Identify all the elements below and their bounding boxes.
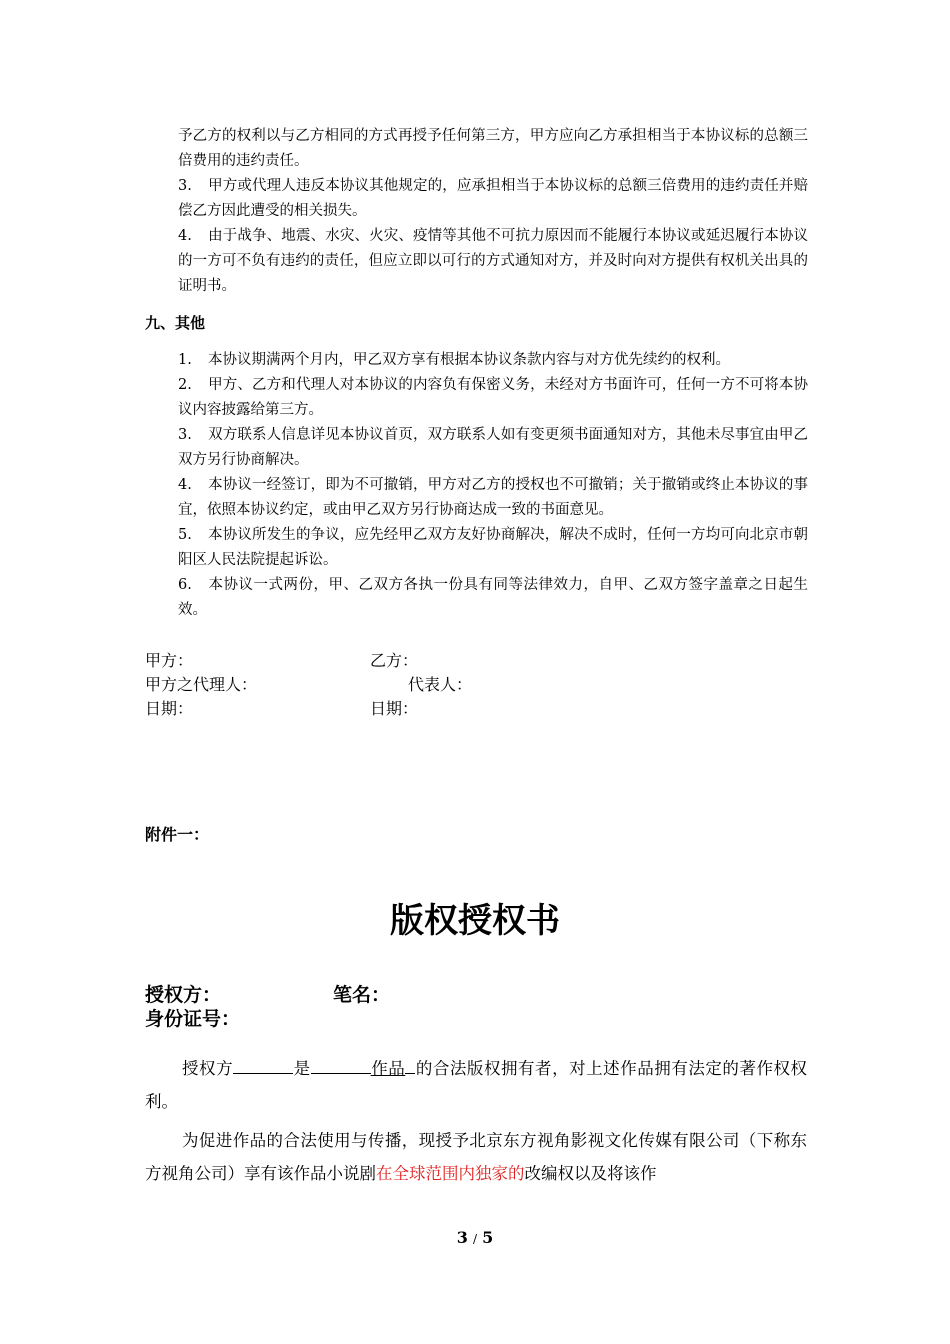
work-blank — [311, 1053, 371, 1074]
annex-label: 附件一： — [145, 825, 210, 844]
page-number — [0, 1228, 950, 1247]
item-text: 甲方或代理人违反本协议其他规定的，应承担相当于本协议标的总额三倍费用的违约责任并赔偿乙方因此遭受的相关损失。 — [178, 178, 808, 219]
item-text: 本协议一经签订，即为不可撤销，甲方对乙方的授权也不可撤销；关于撤销或终止本协议的事宜，依照本协议约定，或由甲乙双方另行协商达成一致的书面意见。 — [178, 477, 808, 518]
annex-title: 版权授权书 — [390, 901, 560, 941]
item-number: 1. — [178, 352, 192, 368]
section9-item-4 — [178, 473, 808, 523]
item-number: 2. — [178, 377, 192, 393]
clause8-cont-text: 予乙方的权利以与乙方相同的方式再授予任何第三方，甲方应向乙方承担相当于本协议标的总额三倍费用的违约责任。 — [178, 128, 808, 169]
date-a-label: 日期： — [145, 699, 194, 718]
grantor-blank — [233, 1053, 293, 1074]
total-pages: 5 — [482, 1228, 494, 1247]
para2-text-2: 改编权以及将该作 — [524, 1164, 657, 1183]
section9-item-5 — [178, 523, 808, 573]
para2-highlight: 在全球范围内独家的 — [376, 1164, 525, 1183]
item-number: 3. — [178, 427, 192, 443]
clause8-item-3 — [178, 174, 808, 224]
item-number: 4. — [178, 228, 192, 244]
item-text: 由于战争、地震、水灾、火灾、疫情等其他不可抗力原因而不能履行本协议或延迟履行本协议的一方可不负有违约的责任，但应立即以可行的方式通知对方，并及时向对方提供有权机关出具的证明书。 — [178, 228, 808, 294]
authorization-paragraph-1 — [145, 1052, 807, 1118]
page-separator: / — [472, 1232, 478, 1246]
section9-title: 九、其他 — [145, 314, 206, 332]
para1-text-3: 的合法版权拥有者，对上述作品拥有法定的著作权权利。 — [145, 1059, 808, 1111]
representative-label: 代表人： — [408, 675, 473, 694]
para2-text-1: 为促进作品的合法使用与传播，现授予北京东方视角影视文化传媒有限公司（下称东方视角公司）享有该作品小说剧 — [145, 1131, 807, 1183]
section9-item-2 — [178, 373, 808, 423]
grantor-label: 授权方： — [145, 984, 222, 1006]
para1-text-1: 授权方 — [182, 1059, 234, 1078]
item-text: 本协议所发生的争议，应先经甲乙双方友好协商解决，解决不成时，任何一方均可向北京市朝阳区人民法院提起诉讼。 — [178, 527, 808, 568]
clause8-item-4 — [178, 224, 808, 299]
item-text: 双方联系人信息详见本协议首页，双方联系人如有变更须书面通知对方，其他未尽事宜由甲乙双方另行协商解决。 — [178, 427, 808, 468]
work-label: 作品 — [370, 1059, 406, 1078]
party-b-label: 乙方： — [370, 651, 419, 670]
section9-item-6 — [178, 573, 808, 623]
section9-item-3 — [178, 423, 808, 473]
item-number: 6. — [178, 577, 192, 593]
authorization-paragraph-2 — [145, 1124, 807, 1190]
id-number-label: 身份证号： — [145, 1008, 241, 1030]
work-blank-tail — [405, 1053, 415, 1074]
para1-text-2: 是 — [293, 1059, 311, 1078]
party-a-agent-label: 甲方之代理人： — [145, 675, 258, 694]
item-text: 甲方、乙方和代理人对本协议的内容负有保密义务，未经对方书面许可，任何一方不可将本协议内容披露给第三方。 — [178, 377, 808, 418]
item-number: 3. — [178, 178, 192, 194]
pen-name-label: 笔名： — [333, 984, 391, 1006]
item-text: 本协议一式两份，甲、乙双方各执一份具有同等法律效力，自甲、乙双方签字盖章之日起生效。 — [178, 577, 808, 618]
section9-item-1 — [178, 348, 808, 373]
clause8-cont-paragraph — [178, 124, 808, 174]
party-a-label: 甲方： — [145, 651, 194, 670]
item-number: 5. — [178, 527, 192, 543]
date-b-label: 日期： — [370, 699, 419, 718]
item-text: 本协议期满两个月内，甲乙双方享有根据本协议条款内容与对方优先续约的权利。 — [208, 352, 730, 368]
current-page: 3 — [456, 1228, 468, 1247]
item-number: 4. — [178, 477, 192, 493]
